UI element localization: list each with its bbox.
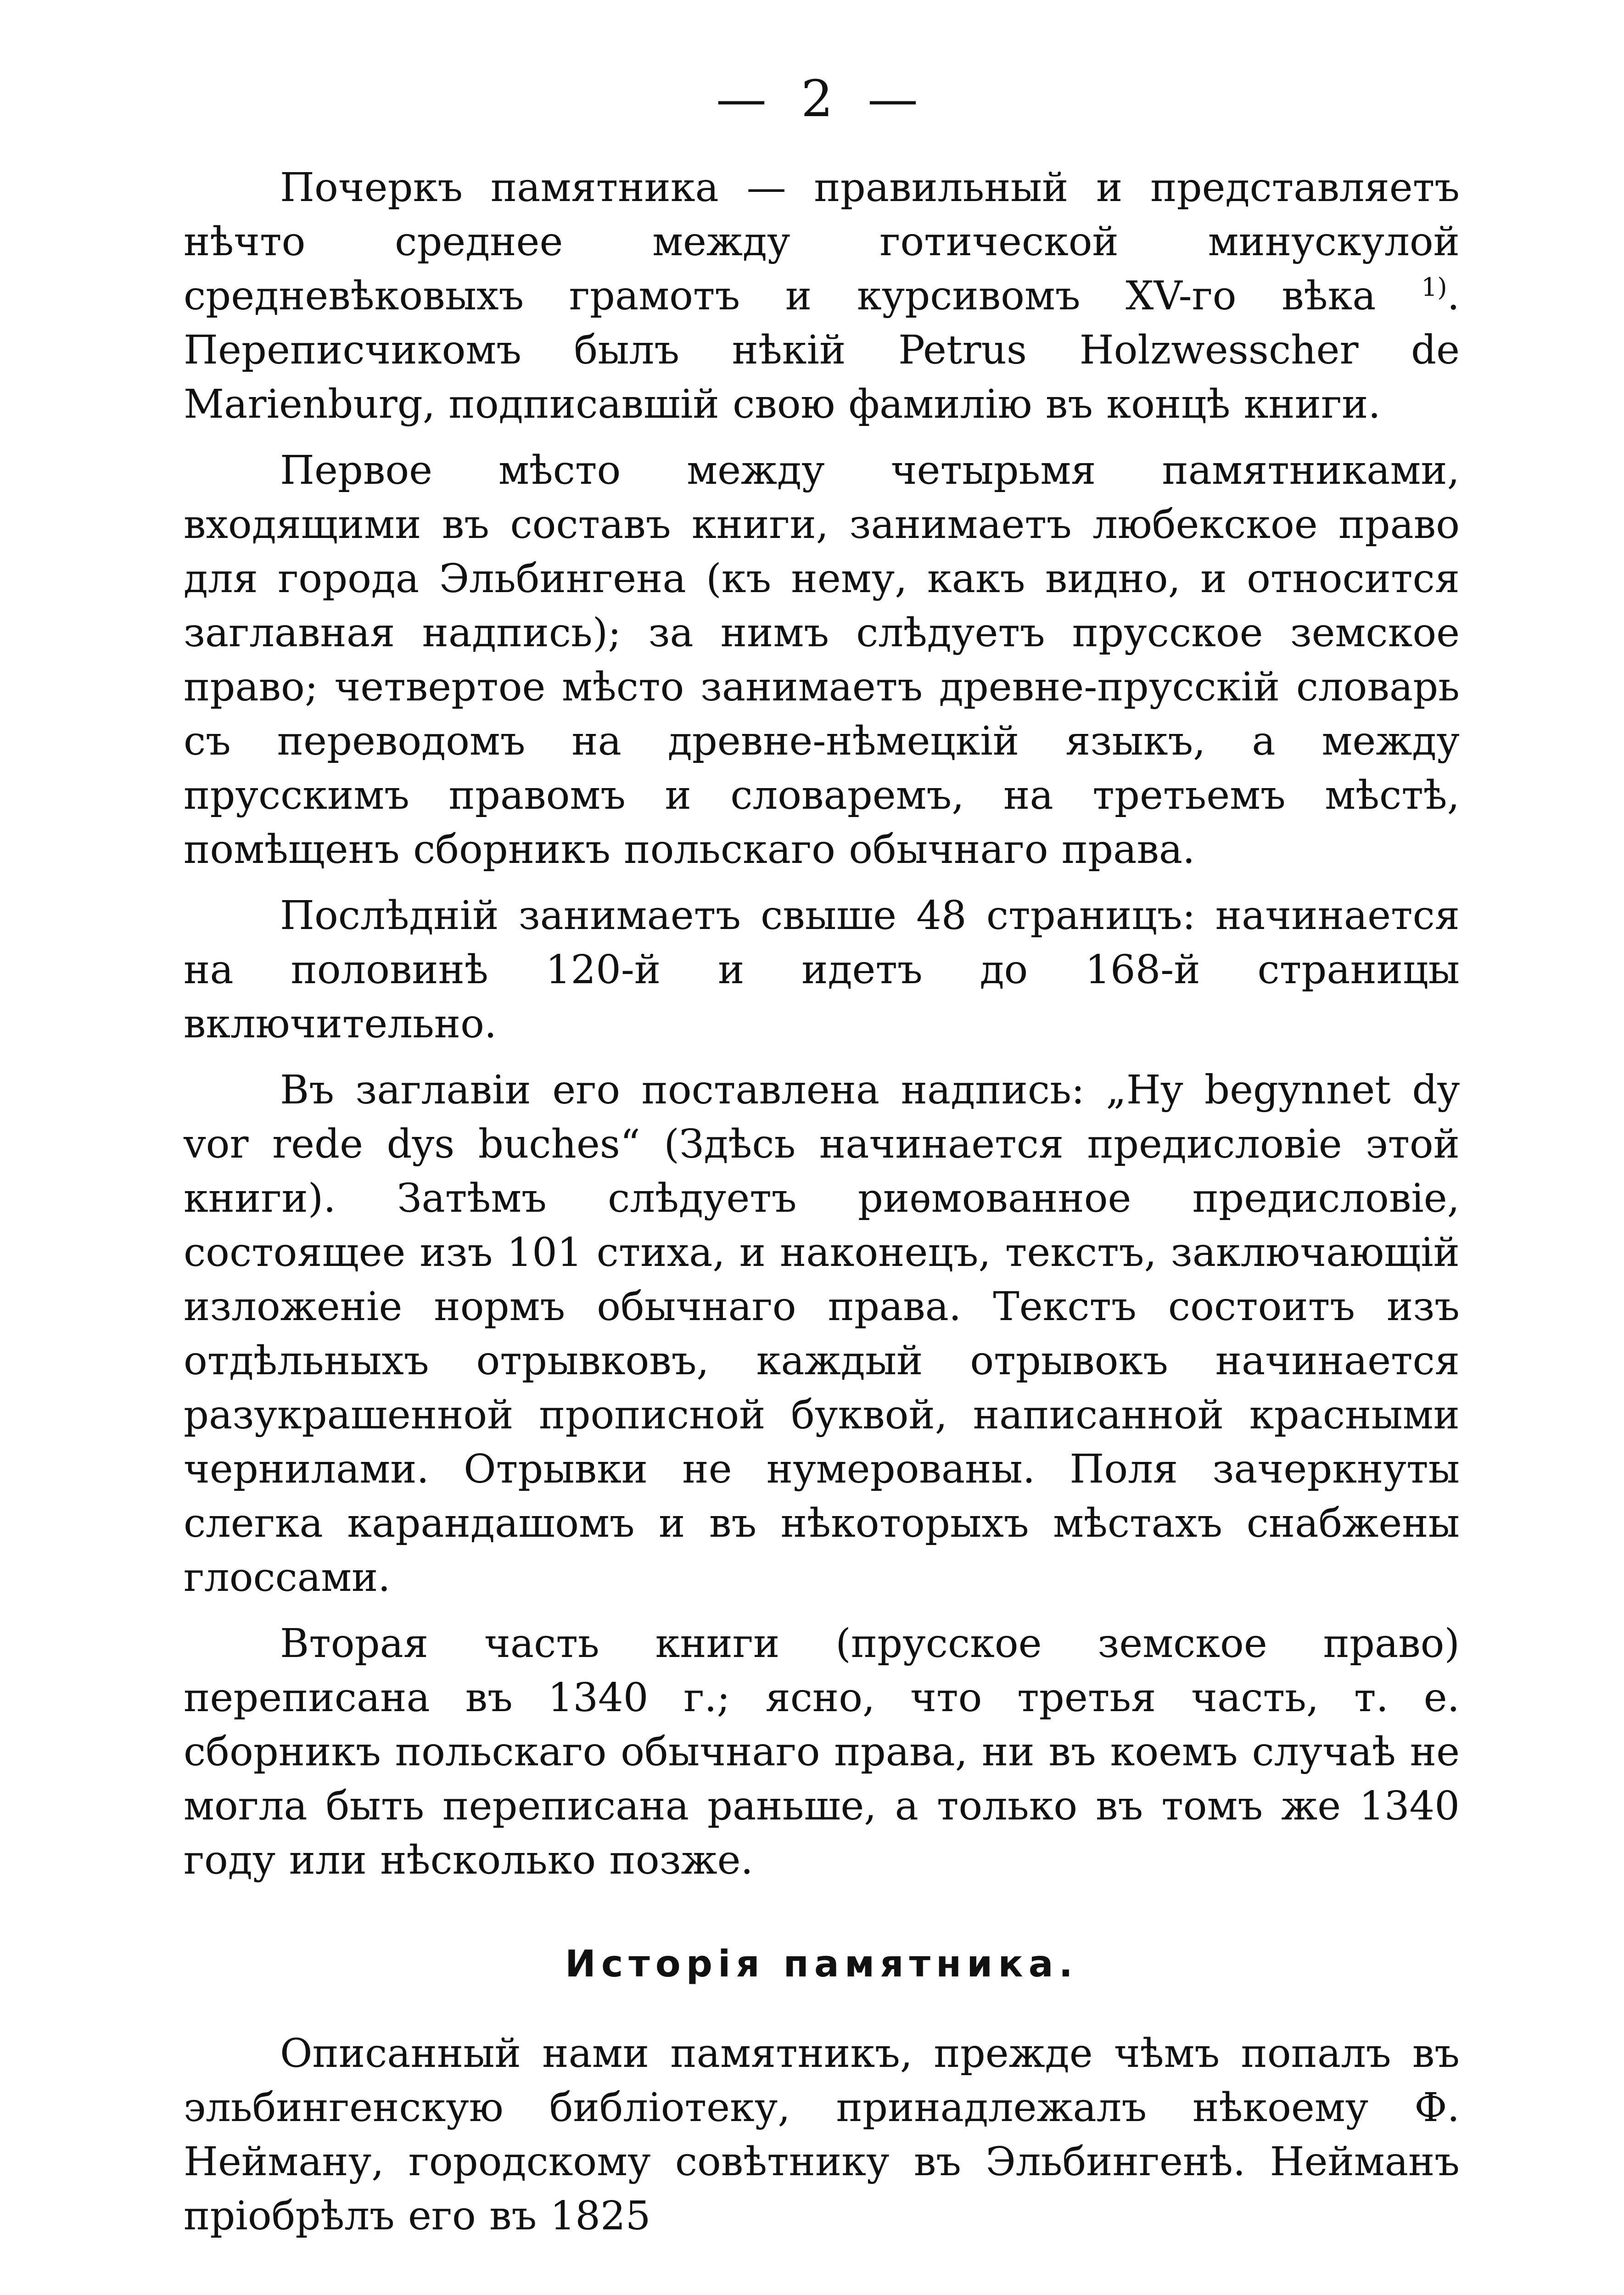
paragraph-dating: Вторая часть книги (прусское земское право) переписана въ 1340 г.; ясно, что третья часть, т. е. сборникъ польскаго обычнаго права, ни въ коемъ случаѣ не могла быть переписана раньше, а только въ томъ же 1340 году или нѣсколько позже. (184, 1621, 1460, 1883)
paragraph-title-inscription: Въ заглавіи его поставлена надпись: „Hy begynnet dy vor rede dys buches“ (Здѣсь начинается предисловіе этой книги). Затѣмъ слѣдуетъ риѳмованное предисловіе, состоящее изъ 101 стиха, и наконецъ, текстъ, заключающій изложеніе нормъ обычнаго права. Текстъ состоитъ изъ отдѣльныхъ отрывковъ, каждый отрывокъ начинается разукрашенной прописной буквой, написанной красными чернилами. Отрывки не нумерованы. Поля зачеркнуты слегка карандашомъ и въ нѣкоторыхъ мѣстахъ снабжены глоссами. (184, 1067, 1460, 1601)
section-heading: Исторія памятника. (565, 1942, 1078, 1985)
paragraph-history: Описанный нами памятникъ, прежде чѣмъ попалъ въ эльбингенскую библіотеку, принадлежалъ нѣкоему Ф. Нейману, городскому совѣтнику въ Эльбингенѣ. Нейманъ пріобрѣлъ его въ 1825 (184, 2031, 1460, 2239)
paragraph-text: . Переписчикомъ былъ нѣкій Petrus Holzwesscher de Marienburg, подписавшій свою фамилію въ концѣ книги. (184, 273, 1460, 427)
page-number: — 2 — (716, 69, 927, 128)
paragraph-text: Почеркъ памятника — правильный и представляетъ нѣчто среднее между готической минускулой средневѣковыхъ грамотъ и курсивомъ XV-го вѣка (184, 165, 1460, 319)
footnote-reference: 1) (1421, 272, 1447, 302)
document-page (184, 69, 1460, 2295)
paragraph-handwriting (184, 161, 1460, 431)
paragraph-last-section: Послѣдній занимаетъ свыше 48 страницъ: начинается на половинѣ 120-й и идетъ до 168-й страницы включительно. (184, 893, 1460, 1047)
paragraph-contents: Первое мѣсто между четырьмя памятниками, входящими въ составъ книги, занимаетъ любекское право для города Эльбингена (къ нему, какъ видно, и относится заглавная надпись); за нимъ слѣдуетъ прусское земское право; четвертое мѣсто занимаетъ древне-прусскій словарь съ переводомъ на древне-нѣмецкій языкъ, а между прусскимъ правомъ и словаремъ, на третьемъ мѣстѣ, помѣщенъ сборникъ польскаго обычнаго права. (184, 448, 1460, 873)
